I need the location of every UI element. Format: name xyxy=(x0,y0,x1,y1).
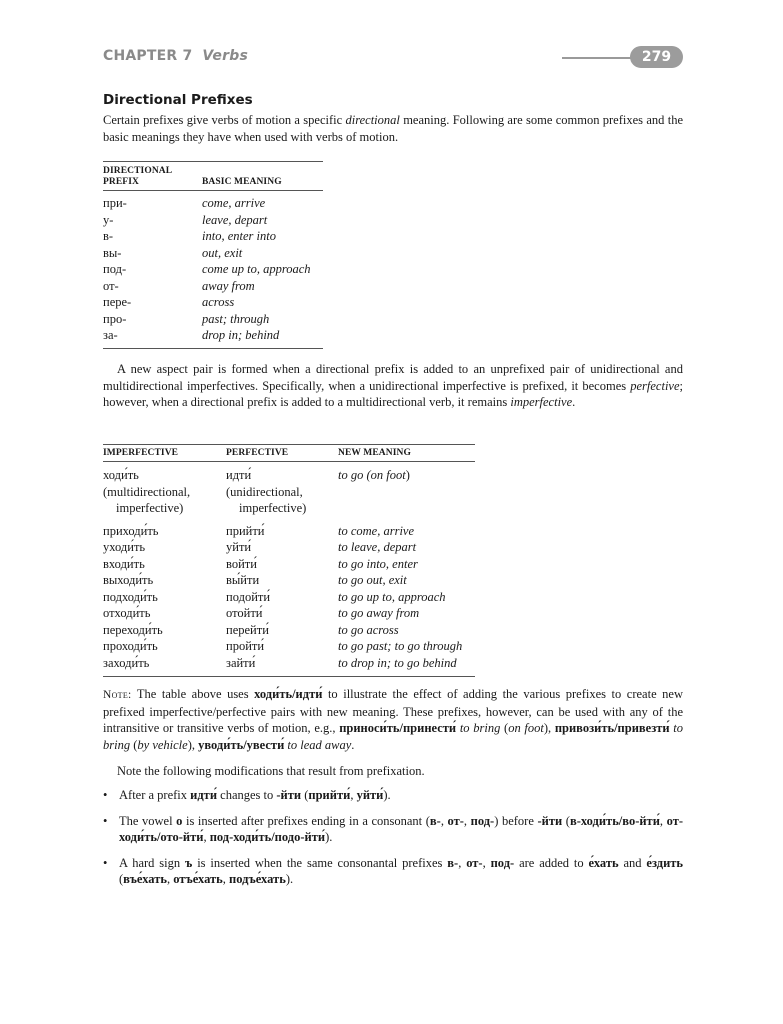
meaning-cell: to leave, depart xyxy=(338,540,417,554)
verb-note: (unidirectional, xyxy=(226,484,303,499)
table-header-row xyxy=(103,445,475,462)
note-paragraph xyxy=(103,686,683,753)
bullet-bold-term: прийти́ xyxy=(308,788,351,802)
column-header-perfective: PERFECTIVE xyxy=(226,448,289,458)
bullet-bold-term: под- xyxy=(470,813,495,828)
list-item xyxy=(103,855,683,888)
meaning-cell: come up to, approach xyxy=(202,262,311,276)
aspect-text-2: ; however, when a directional prefix is added to a multidirectional verb, it remains xyxy=(103,378,683,409)
bullet-text: ( xyxy=(562,813,570,828)
column-header-meaning: BASIC MEANING xyxy=(202,177,282,187)
aspect-emphasis-imperfective: imperfective xyxy=(510,395,573,409)
aspect-text-3: . xyxy=(572,395,576,409)
imperfective-cell: заходи́ть xyxy=(103,655,150,670)
bullet-bold-term: подъе́хать xyxy=(229,872,286,886)
note-bold-term: уводи́ть/увести́ xyxy=(198,737,285,752)
verb-idti: идти́ xyxy=(226,468,252,482)
bullet-text: ( xyxy=(119,872,124,886)
perfective-cell xyxy=(226,462,338,517)
bullet-bold-term: -йти xyxy=(276,788,302,802)
meaning-cell: to drop in; to go behind xyxy=(338,655,457,670)
bullet-bold-term: идти́ xyxy=(190,788,218,802)
bullet-icon: • xyxy=(103,855,108,870)
table-row xyxy=(103,589,475,606)
prefix-cell: под- xyxy=(103,262,127,276)
imperfective-cell: переходи́ть xyxy=(103,622,163,637)
modifications-intro: Note the following modifications that result from prefixation. xyxy=(117,764,425,778)
modifications-list xyxy=(103,787,683,897)
running-header xyxy=(103,48,248,64)
note-text: ( xyxy=(130,737,138,752)
bullet-text: changes to xyxy=(217,788,277,802)
bullet-bold-term: е́здить xyxy=(646,855,684,870)
bullet-icon: • xyxy=(103,813,108,828)
intro-text-1: Certain prefixes give verbs of motion a specific xyxy=(103,113,346,127)
aspect-text-1: A new aspect pair is formed when a directional prefix is added to an unprefixed pair of unidirectional and multidirectional imperfectives. Specifically, when a unidirectional imperfective is prefixed, it becomes xyxy=(103,362,683,393)
table-row xyxy=(103,327,323,348)
meaning-cell: to go into, enter xyxy=(338,556,418,571)
bullet-bold-term: в- xyxy=(447,855,459,870)
table-row xyxy=(103,556,475,573)
note-text: to illustrate the effect of adding the various prefixes to create new prefixed imperfective/perfective pairs with new meaning. These prefixes, however, can be used with any of the intransitive or transitive verbs of motion, e.g., xyxy=(103,687,683,735)
table-row xyxy=(103,523,475,540)
list-item xyxy=(103,813,683,846)
prefix-cell: в- xyxy=(103,229,114,243)
table-header-row xyxy=(103,162,323,191)
table-row xyxy=(103,539,475,556)
bullet-text: is inserted when the same consonantal prefixes xyxy=(192,855,448,870)
bullet-text: , xyxy=(659,813,667,828)
bullet-text: The vowel xyxy=(119,813,177,828)
bullet-text: is inserted after prefixes ending in a consonant ( xyxy=(182,813,430,828)
perfective-cell: подойти́ xyxy=(226,589,271,604)
bullet-bold-term: под- xyxy=(490,855,515,870)
bullet-bold-term: е́хать xyxy=(588,855,619,870)
aspect-paragraph xyxy=(103,361,683,411)
note-italic-term: to bring xyxy=(103,721,683,752)
note-text: ), xyxy=(187,737,199,752)
bullet-bold-term: в- xyxy=(429,813,441,828)
table-row xyxy=(103,655,475,677)
meaning-cell: come, arrive xyxy=(202,196,266,210)
perfective-cell: уйти́ xyxy=(226,540,252,554)
bullet-text: , xyxy=(458,855,467,870)
note-label: Note: xyxy=(103,689,132,701)
note-text: ( xyxy=(500,721,509,735)
prefix-cell: от- xyxy=(103,278,119,293)
perfective-cell: зайти́ xyxy=(226,655,256,670)
prefix-cell: вы- xyxy=(103,245,122,260)
bullet-text: , xyxy=(350,788,357,802)
meaning-cell: to go up to, approach xyxy=(338,589,446,604)
perfective-cell: перейти́ xyxy=(226,622,269,637)
bullet-text: A hard sign xyxy=(119,855,186,870)
note-italic-term: to lead away xyxy=(284,737,352,752)
bullet-bold-term: в-ходи́ть/во-йти́ xyxy=(569,813,660,828)
intro-paragraph xyxy=(103,112,683,145)
meaning-cell: to go out, exit xyxy=(338,573,407,587)
bullet-text: ( xyxy=(301,788,309,802)
column-header-imperfective: IMPERFECTIVE xyxy=(103,448,179,458)
intro-emphasis: directional xyxy=(345,113,400,127)
table-row xyxy=(103,228,323,245)
bullet-text: ). xyxy=(383,788,391,802)
table-row xyxy=(103,622,475,639)
note-italic-term: on foot xyxy=(508,721,544,735)
verb-note: imperfective) xyxy=(116,501,184,515)
bullet-text: , xyxy=(203,830,210,844)
meaning-cell: into, enter into xyxy=(202,229,276,243)
bullet-bold-term: въе́хать xyxy=(123,872,167,886)
prefix-cell: при- xyxy=(103,196,127,210)
table-row-base-verbs xyxy=(103,462,475,517)
bullet-bold-term: от-ходи́ть/ото-йти́ xyxy=(119,813,684,844)
note-text: . xyxy=(351,737,355,752)
meaning-cell: drop in; behind xyxy=(202,328,280,342)
bullet-bold-term: от- xyxy=(447,813,464,828)
meaning-cell: to go past; to go through xyxy=(338,639,463,653)
note-bold-term: приноси́ть/принести́ xyxy=(339,721,457,735)
bullet-bold-term: уйти́ xyxy=(356,788,384,802)
bullet-text: ) before xyxy=(494,813,538,828)
table-row xyxy=(103,212,323,229)
table-row xyxy=(103,294,323,311)
table-row xyxy=(103,191,323,212)
bullet-text: , xyxy=(482,855,491,870)
chapter-label: CHAPTER 7 xyxy=(103,48,193,64)
bullet-text: are added to xyxy=(514,855,589,870)
bullet-text: After a prefix xyxy=(119,788,191,802)
perfective-cell: пройти́ xyxy=(226,639,265,653)
meaning-cell: leave, depart xyxy=(202,212,268,227)
note-text: The table above uses xyxy=(131,687,255,701)
bullet-text: , xyxy=(440,813,448,828)
column-header-new-meaning: NEW MEANING xyxy=(338,448,411,458)
aspect-emphasis-perfective: perfective xyxy=(630,378,680,393)
note-bold-term: привози́ть/привезти́ xyxy=(554,721,670,735)
table-row xyxy=(103,572,475,589)
meaning-cell: past; through xyxy=(202,311,270,326)
imperfective-cell xyxy=(103,462,226,517)
bullet-text: , xyxy=(463,813,471,828)
verb-hodit: ходи́ть xyxy=(103,468,139,482)
verb-note: (multidirectional, xyxy=(103,484,191,499)
meaning-text: on foot xyxy=(370,468,406,482)
perfective-cell: вы́йти xyxy=(226,573,260,587)
bullet-bold-term: о xyxy=(176,813,183,828)
table-row xyxy=(103,245,323,262)
perfective-cell: прийти́ xyxy=(226,523,265,538)
imperfective-cell: выходи́ть xyxy=(103,573,154,587)
prefix-cell: за- xyxy=(103,328,118,342)
table-row xyxy=(103,261,323,278)
bullet-text: and xyxy=(618,855,647,870)
imperfective-cell: подходи́ть xyxy=(103,589,158,604)
bullet-text: , xyxy=(166,872,174,886)
bullet-bold-term: ъ xyxy=(185,855,193,870)
meaning-cell: to go across xyxy=(338,622,399,637)
chapter-title: Verbs xyxy=(202,48,248,64)
note-italic-term: to bring xyxy=(456,721,501,735)
perfective-cell: отойти́ xyxy=(226,606,263,620)
column-header-prefix: DIRECTIONAL PREFIX xyxy=(103,166,172,187)
note-italic-term: by vehicle xyxy=(137,737,188,752)
meaning-cell: to go away from xyxy=(338,606,420,620)
prefix-cell: у- xyxy=(103,212,114,227)
prefix-cell: про- xyxy=(103,311,127,326)
page-number: 279 xyxy=(630,46,683,68)
prefix-cell: пере- xyxy=(103,295,132,309)
meaning-cell: away from xyxy=(202,278,255,293)
meaning-cell: to come, arrive xyxy=(338,523,415,538)
imperfective-cell: уходи́ть xyxy=(103,540,146,554)
table-row xyxy=(103,311,323,328)
directional-prefix-table xyxy=(103,161,323,349)
bullet-text: ). xyxy=(325,830,333,844)
section-title: Directional Prefixes xyxy=(103,92,253,108)
bullet-bold-term: под-ходи́ть/подо-йти́ xyxy=(209,830,326,844)
bullet-text: , xyxy=(222,872,230,886)
bullet-bold-term: отъе́хать xyxy=(173,872,223,886)
table-row xyxy=(103,605,475,622)
imperfective-cell: приходи́ть xyxy=(103,523,159,538)
table-row xyxy=(103,638,475,655)
bullet-bold-term: -йти xyxy=(537,813,563,828)
intro-text-2: meaning. Following are some common prefixes and the basic meanings they have when used with verbs of motion. xyxy=(103,113,683,144)
imperfective-cell: входи́ть xyxy=(103,556,145,571)
perfective-cell: войти́ xyxy=(226,556,257,571)
aspect-pair-table xyxy=(103,444,475,677)
meaning-cell: out, exit xyxy=(202,245,243,260)
meaning-text: ) xyxy=(405,468,410,482)
verb-note: imperfective) xyxy=(239,501,307,515)
imperfective-cell: проходи́ть xyxy=(103,639,158,653)
meaning-cell xyxy=(338,462,475,517)
meaning-text: to go ( xyxy=(338,468,371,482)
list-item xyxy=(103,787,683,804)
note-text: ), xyxy=(543,721,555,735)
bullet-icon: • xyxy=(103,788,108,802)
note-bold-term: ходи́ть/идти́ xyxy=(254,687,323,701)
imperfective-cell: отходи́ть xyxy=(103,606,151,620)
bullet-bold-term: от- xyxy=(466,855,483,870)
meaning-cell: across xyxy=(202,295,235,309)
bullet-text: ). xyxy=(285,872,294,886)
table-row xyxy=(103,278,323,295)
